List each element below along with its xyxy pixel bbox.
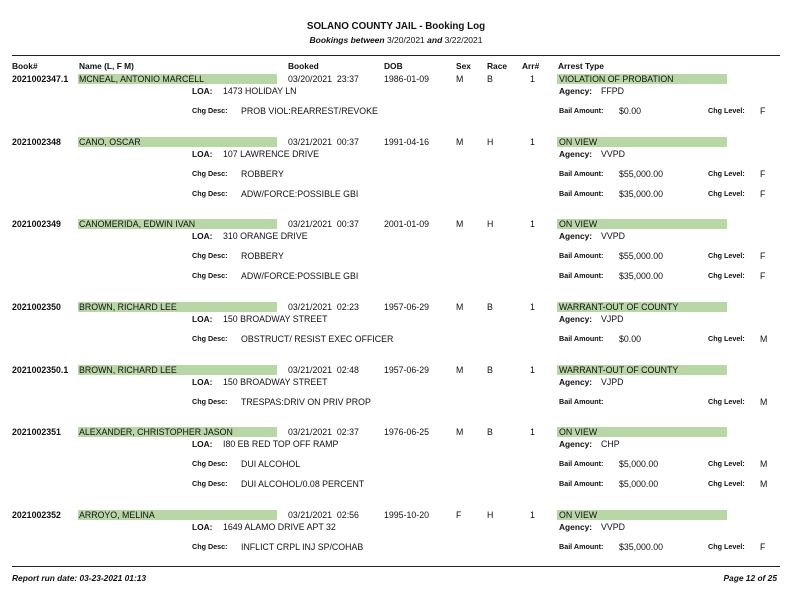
date-of-birth: 1957-06-29 [384,364,429,375]
charge-desc: ROBBERY [241,168,284,179]
sex: F [456,510,462,521]
bail-amount: $5,000.00 [619,479,659,490]
date-of-birth: 1995-10-20 [384,510,429,521]
booking-record [0,73,792,125]
report-run-date: Report run date: 03-23-2021 01:13 [12,573,147,583]
arrest-type: ON VIEW [557,427,727,437]
charge-row [0,541,792,561]
charge-level: M [760,334,768,345]
sex: M [456,427,464,438]
agency-label: Agency: [559,86,593,96]
date-of-birth: 1986-01-09 [384,74,429,84]
loa-value: 150 BROADWAY STREET [223,314,328,325]
charge-level: F [760,168,766,179]
footer-divider [12,566,780,567]
charge-level-label: Chg Level: [708,334,745,344]
charge-desc-label: Chg Desc: [192,106,228,115]
booking-records [0,73,792,572]
sex: M [456,364,464,375]
book-number: 2021002347.1 [12,74,69,84]
column-headers [0,60,792,72]
charge-level: F [760,542,766,553]
arrest-type: ON VIEW [557,219,727,229]
agency-value: VVPD [601,522,625,533]
subtitle-prefix: Bookings between [309,34,385,45]
loa-value: 1649 ALAMO DRIVE APT 32 [223,522,336,533]
bail-amount-label: Bail Amount: [559,334,604,344]
booked-datetime: 03/21/2021 02:37 [288,427,359,438]
race: B [487,427,493,438]
charge-row [0,396,792,416]
column-header-book: Book# [12,61,38,71]
charge-desc-label: Chg Desc: [192,168,228,178]
charge-desc: ADW/FORCE:POSSIBLE GBI [241,271,359,282]
bail-amount: $55,000.00 [619,168,664,179]
record-main-row [0,218,792,230]
loa-label: LOA: [192,231,213,242]
bail-amount-label: Bail Amount: [559,188,604,198]
record-main-row [0,426,792,438]
sex: M [456,302,464,313]
bail-amount-label: Bail Amount: [559,168,604,178]
date-of-birth: 1991-04-16 [384,136,429,147]
charge-desc: TRESPAS:DRIV ON PRIV PROP [241,396,371,407]
record-main-row [0,301,792,313]
charge-level-label: Chg Level: [708,168,745,178]
book-number: 2021002349 [12,219,61,230]
booked-datetime: 03/21/2021 02:23 [288,302,359,313]
end-date: 3/22/2021 [444,34,483,45]
column-header-race: Race [487,61,508,71]
sex: M [456,74,464,84]
charge-level-label: Chg Level: [708,271,745,281]
record-location-row [0,85,792,105]
subtitle-and: and [427,34,443,45]
charge-desc-label: Chg Desc: [192,188,228,198]
charge-level: F [760,271,766,282]
arrest-type: VIOLATION OF PROBATION [557,74,727,84]
arrest-type: ON VIEW [557,510,727,520]
agency-value: VJPD [601,376,624,387]
race: B [487,74,493,84]
charge-level-label: Chg Level: [708,251,745,261]
arrest-number: 1 [530,364,535,375]
booked-datetime: 03/21/2021 02:48 [288,364,359,375]
charge-level-label: Chg Level: [708,459,745,469]
date-of-birth: 1957-06-29 [384,302,429,313]
loa-value: 310 ORANGE DRIVE [223,231,308,242]
booking-record [0,426,792,498]
charge-level-label: Chg Level: [708,106,745,115]
record-location-row [0,438,792,458]
charge-row [0,458,792,478]
record-main-row [0,509,792,521]
arrest-type: WARRANT-OUT OF COUNTY [557,365,727,375]
arrest-type: WARRANT-OUT OF COUNTY [557,302,727,312]
booking-record [0,136,792,208]
agency-label: Agency: [559,231,593,242]
loa-label: LOA: [192,314,213,325]
inmate-name: ARROYO, MELINA [78,510,277,520]
agency-value: VJPD [601,314,624,325]
inmate-name: CANO, OSCAR [78,137,277,147]
book-number: 2021002348 [12,136,61,147]
charge-desc: OBSTRUCT/ RESIST EXEC OFFICER [241,334,394,345]
charge-level: F [760,188,766,199]
bail-amount: $5,000.00 [619,459,659,470]
sex: M [456,136,464,147]
bail-amount: $55,000.00 [619,251,664,262]
inmate-name: ALEXANDER, CHRISTOPHER JASON [78,427,277,437]
arrest-number: 1 [530,219,535,230]
charge-desc: ROBBERY [241,251,284,262]
column-header-name: Name (L, F M) [79,61,134,71]
inmate-name: MCNEAL, ANTONIO MARCELL [78,74,277,84]
bail-amount-label: Bail Amount: [559,542,604,552]
race: H [487,510,494,521]
charge-level: F [760,251,766,262]
charge-desc: ADW/FORCE:POSSIBLE GBI [241,188,359,199]
charge-level-label: Chg Level: [708,396,745,406]
bail-amount: $35,000.00 [619,542,664,553]
agency-label: Agency: [559,522,593,533]
charge-desc-label: Chg Desc: [192,459,228,469]
record-main-row [0,73,792,85]
bail-amount: $0.00 [619,334,642,345]
arrest-type: ON VIEW [557,137,727,147]
book-number: 2021002351 [12,427,61,438]
record-location-row [0,148,792,168]
booking-record [0,364,792,416]
agency-value: VVPD [601,231,625,242]
charge-level: F [760,106,766,116]
sex: M [456,219,464,230]
loa-label: LOA: [192,376,213,387]
loa-value: 1473 HOLIDAY LN [223,86,297,96]
booked-datetime: 03/21/2021 00:37 [288,219,359,230]
date-of-birth: 2001-01-09 [384,219,429,230]
agency-value: CHP [601,439,620,450]
bail-amount-label: Bail Amount: [559,396,604,406]
charge-desc: DUI ALCOHOL/0.08 PERCENT [241,479,365,490]
record-main-row [0,364,792,376]
book-number: 2021002350 [12,302,61,313]
race: H [487,219,494,230]
column-header-dob: DOB [384,61,403,71]
header-divider [12,55,780,56]
charge-desc: INFLICT CRPL INJ SP/COHAB [241,542,364,553]
inmate-name: BROWN, RICHARD LEE [78,365,277,375]
booking-record [0,218,792,290]
record-location-row [0,230,792,250]
charge-desc-label: Chg Desc: [192,542,228,552]
column-header-arrest-number: Arr# [522,61,540,71]
booked-datetime: 03/21/2021 02:56 [288,510,359,521]
page-number: Page 12 of 25 [723,573,777,583]
charge-desc-label: Chg Desc: [192,479,228,489]
charge-desc: PROB VIOL:REARREST/REVOKE [241,106,378,116]
charge-level-label: Chg Level: [708,188,745,198]
inmate-name: BROWN, RICHARD LEE [78,302,277,312]
arrest-number: 1 [530,510,535,521]
report-title: SOLANO COUNTY JAIL - Booking Log [306,21,486,32]
charge-desc-label: Chg Desc: [192,396,228,406]
bail-amount-label: Bail Amount: [559,271,604,281]
agency-value: VVPD [601,148,625,159]
agency-label: Agency: [559,314,593,325]
charge-desc: DUI ALCOHOL [241,459,301,470]
race: B [487,364,493,375]
charge-desc-label: Chg Desc: [192,271,228,281]
arrest-number: 1 [530,427,535,438]
bail-amount-label: Bail Amount: [559,251,604,261]
bail-amount-label: Bail Amount: [559,479,604,489]
record-location-row [0,521,792,541]
column-header-booked: Booked [288,61,319,71]
booked-datetime: 03/20/2021 23:37 [288,74,359,84]
record-location-row [0,376,792,396]
agency-label: Agency: [559,439,593,450]
charge-row [0,333,792,353]
charge-row [0,478,792,498]
start-date: 3/20/2021 [386,34,425,45]
bail-amount-label: Bail Amount: [559,459,604,469]
booking-record [0,301,792,353]
column-header-sex: Sex [456,61,471,71]
inmate-name: CANOMERIDA, EDWIN IVAN [78,219,277,229]
arrest-number: 1 [530,302,535,313]
charge-row [0,250,792,270]
agency-value: FFPD [601,86,624,96]
charge-desc-label: Chg Desc: [192,251,228,261]
book-number: 2021002350.1 [12,364,69,375]
charge-level-label: Chg Level: [708,479,745,489]
charge-row [0,168,792,188]
loa-label: LOA: [192,148,213,159]
loa-label: LOA: [192,86,213,96]
race: B [487,302,493,313]
loa-value: I80 EB RED TOP OFF RAMP [223,439,339,450]
loa-label: LOA: [192,439,213,450]
agency-label: Agency: [559,148,593,159]
charge-row [0,105,792,125]
loa-value: 107 LAWRENCE DRIVE [223,148,319,159]
booked-datetime: 03/21/2021 00:37 [288,136,359,147]
loa-value: 150 BROADWAY STREET [223,376,328,387]
column-header-arrest-type: Arrest Type [558,61,604,71]
charge-level: M [760,396,768,407]
race: H [487,136,494,147]
arrest-number: 1 [530,74,535,84]
charge-row [0,270,792,290]
charge-level: M [760,479,768,490]
charge-row [0,188,792,208]
arrest-number: 1 [530,136,535,147]
date-of-birth: 1976-06-25 [384,427,429,438]
bail-amount-label: Bail Amount: [559,106,604,115]
report-subtitle [0,35,792,46]
record-location-row [0,313,792,333]
agency-label: Agency: [559,376,593,387]
loa-label: LOA: [192,522,213,533]
book-number: 2021002352 [12,510,61,521]
bail-amount: $35,000.00 [619,271,664,282]
record-main-row [0,136,792,148]
bail-amount: $35,000.00 [619,188,664,199]
booking-record [0,509,792,561]
bail-amount: $0.00 [619,106,642,116]
charge-level-label: Chg Level: [708,542,745,552]
charge-level: M [760,459,768,470]
charge-desc-label: Chg Desc: [192,334,228,344]
